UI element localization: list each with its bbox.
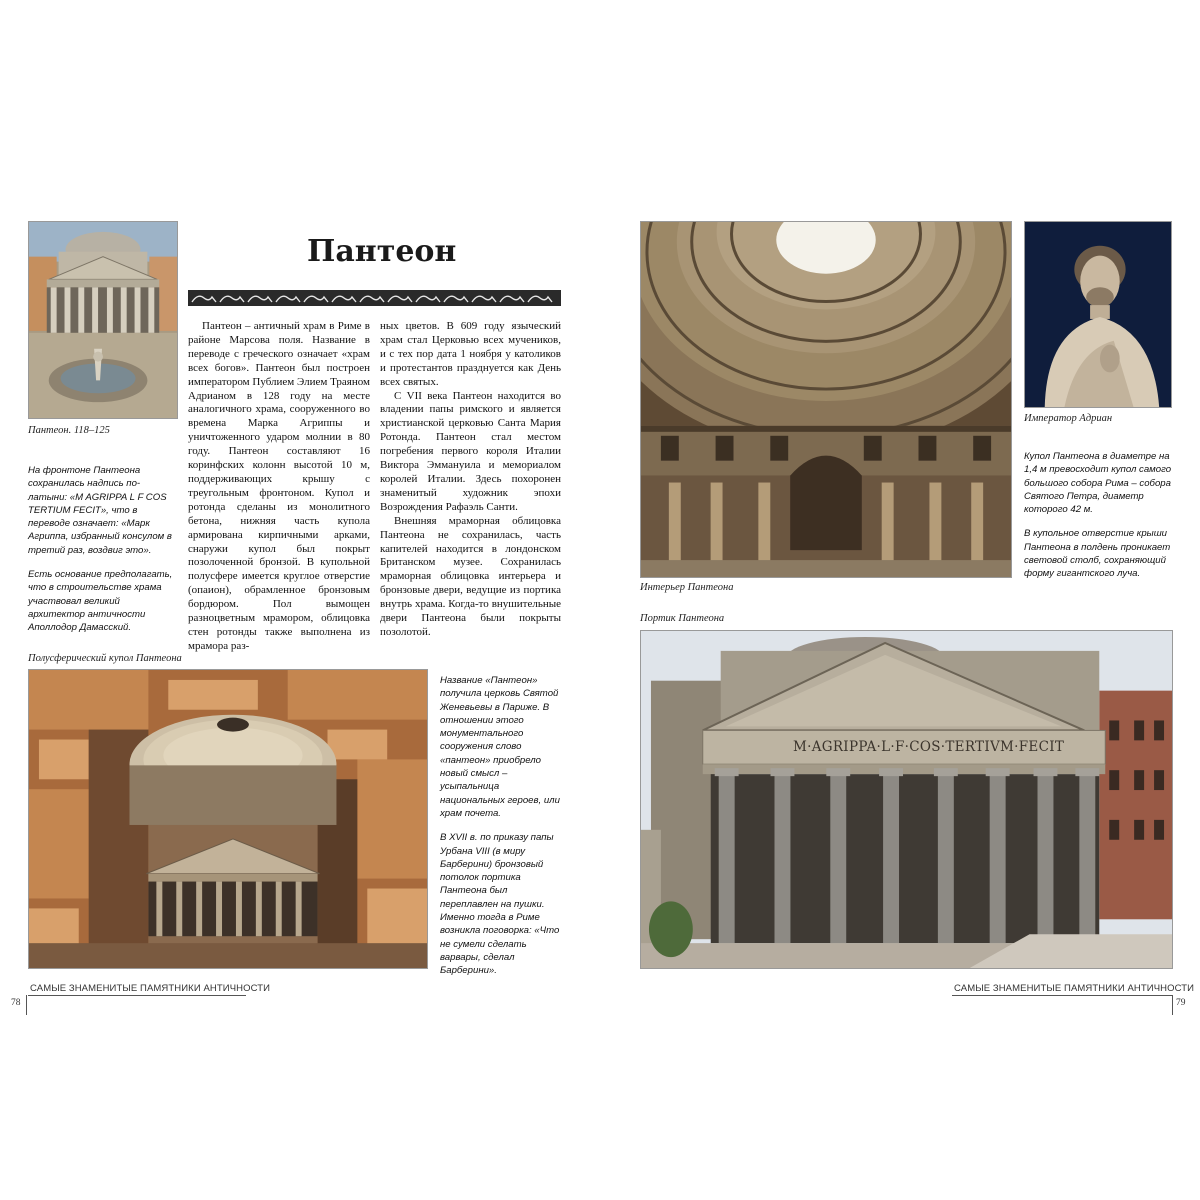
running-footer-left: САМЫЕ ЗНАМЕНИТЫЕ ПАМЯТНИКИ АНТИЧНОСТИ	[30, 983, 271, 994]
interior-photo-caption: Интерьер Пантеона	[640, 582, 734, 593]
running-footer-right: САМЫЕ ЗНАМЕНИТЫЕ ПАМЯТНИКИ АНТИЧНОСТИ	[954, 983, 1195, 994]
aerial-side-notes	[440, 674, 560, 989]
side-note-light-beam: В купольное отверстие крыши Пантеона в полдень проникает световой столб, сохраняющий форму гигантского луча.	[1024, 528, 1171, 580]
body-paragraph: С VII века Пантеон находится во владении папы римского и является христианской церковью Санта Мария Ротонда. Пантеон стал местом погребения первого короля Италии Виктора Эммануила и мемориалом королей Италии. Здесь похоронен знаменитый художник эпохи Возрождения Рафаэль Санти.	[380, 389, 561, 513]
footer-rule-right	[952, 995, 1172, 996]
side-note-inscription: На фронтоне Пантеона сохранилась надпись по-латыни: «M AGRIPPA L F COS TERTIUM FECIT», что в переводе означает: «Марк Агриппа, избранный консулом в третий раз, воздвиг это».	[28, 465, 172, 556]
page-number-left: 78	[11, 998, 21, 1008]
portico-inscription: M·AGRIPPA·L·F·COS·TERTIVM·FECIT	[793, 739, 1065, 755]
side-note-pantheon-paris: Название «Пантеон» получила церковь Святой Женевьевы в Париже. В отношении этого монументального сооружения слово «пантеон» приобрело новый смысл – усыпальница национальных героев, или храм почета.	[440, 675, 560, 819]
page-title: Пантеон	[307, 234, 457, 269]
side-note-barberini: В XVII в. по приказу папы Урбана VIII (в миру Барберини) бронзовый потолок портика Пантеона был переплавлен на пушки. Именно тогда в Риме возникла поговорка: «Что не сумели сделать варвары, сделал Барберини».	[440, 832, 560, 977]
right-side-notes	[1024, 450, 1174, 592]
aerial-photo-caption: Полусферический купол Пантеона	[28, 653, 182, 664]
pantheon-portico-photo	[640, 630, 1173, 969]
left-side-notes	[28, 464, 176, 646]
hadrian-bust-photo	[1024, 221, 1172, 408]
pantheon-exterior-photo	[28, 221, 178, 419]
body-column-1	[188, 320, 370, 654]
pantheon-aerial-photo	[28, 669, 428, 969]
footer-rule-left	[28, 995, 246, 996]
pantheon-photo-caption: Пантеон. 118–125	[28, 425, 110, 436]
footer-divider-left	[26, 995, 27, 1015]
side-note-apollodorus: Есть основание предполагать, что в строительстве храма участвовал великий архитектор античности Аполлодор Дамасский.	[28, 569, 173, 634]
footer-divider-right	[1172, 995, 1173, 1015]
decorative-wave-band	[188, 290, 561, 306]
pantheon-interior-photo	[640, 221, 1012, 578]
body-paragraph: ных цветов. В 609 году языческий храм стал Церковью всех мучеников, и с тех пор дата 1 ноября у католиков и протестантов празднуется как День всех святых.	[380, 320, 561, 388]
body-paragraph: Внешняя мраморная облицовка Пантеона не сохранилась, часть капителей находится в лондонском Британском музее. Сохранилась мраморная облицовка интерьера и бронзовые двери, ведущие из портика внутрь храма. Когда-то внушительные двери Пантеона были покрыты позолотой.	[380, 514, 561, 638]
body-paragraph: Пантеон – античный храм в Риме в районе Марсова поля. Название в переводе с греческого означает «храм всех богов». Пантеон был построен императором Публием Элием Траяном Адрианом в 128 году на месте аналогичного храма, сооруженного во времена Марка Агриппы и уничтоженного ударом молнии в 80 году. Пантеон составляют 16 коринфских колонн высотой 10 м, поддерживающих крышу с треугольным фронтоном. Купол и ротонда сделаны из монолитного бетона, нижняя часть купола армирована кирпичными арками, снаружи купол был покрыт позолоченной бронзой. В купольной полусфере имеется круглое отверстие (опаион), обрамленное бронзовым бордюром. Пол вымощен разноцветным мрамором, облицовка стен ротонды также выполнена из мрамора раз-	[188, 320, 370, 652]
hadrian-photo-caption: Император Адриан	[1024, 413, 1113, 424]
portico-photo-caption: Портик Пантеона	[640, 613, 725, 624]
side-note-dome-diameter: Купол Пантеона в диаметре на 1,4 м превосходит купол самого большого собора Рима – собора Святого Петра, диаметр которого 42 м.	[1024, 451, 1172, 516]
body-column-2	[380, 320, 561, 640]
page-number-right: 79	[1176, 998, 1186, 1008]
